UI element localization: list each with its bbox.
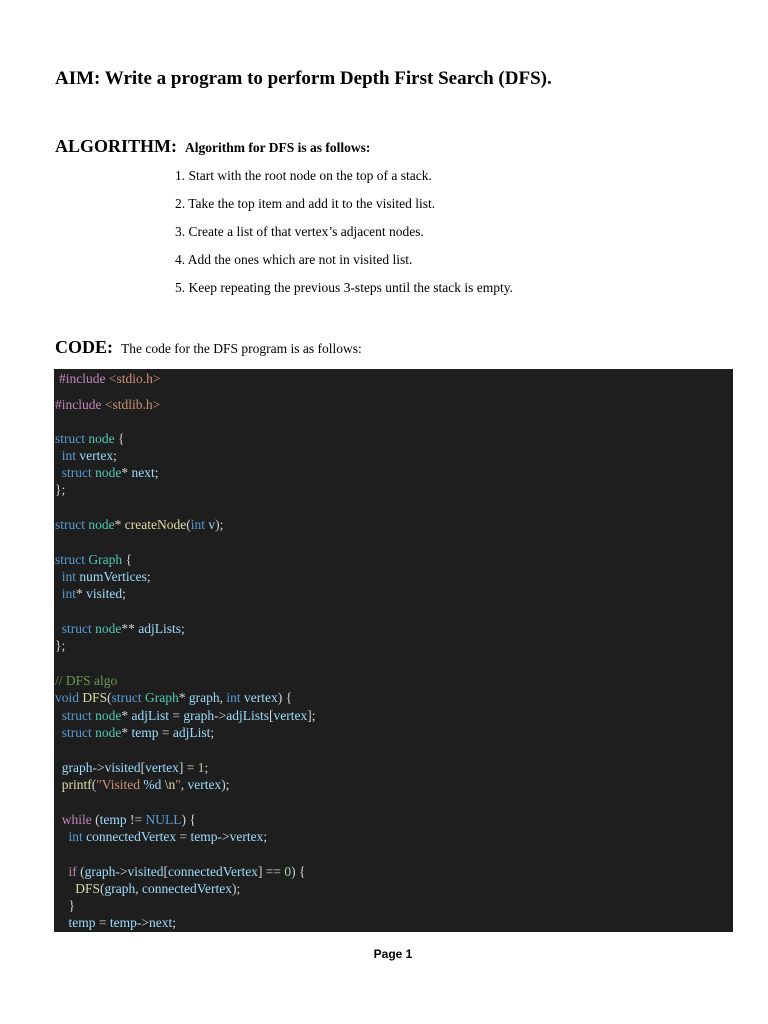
page-number: Page 1 — [373, 947, 413, 961]
code-line: struct node* adjList = graph->adjLists[vertex]; — [61, 708, 316, 723]
algorithm-heading — [55, 136, 370, 157]
code-line: }; — [55, 482, 66, 497]
code-line: graph->visited[vertex] = 1; — [61, 760, 209, 775]
code-line: int connectedVertex = temp->vertex; — [68, 829, 268, 844]
code-line: int numVertices; — [61, 569, 151, 584]
code-line: int* visited; — [61, 586, 126, 601]
code-line: struct node* next; — [61, 465, 159, 480]
code-heading — [55, 337, 362, 358]
code-line: struct Graph { — [55, 552, 132, 567]
algorithm-step: 5. Keep repeating the previous 3-steps until the stack is empty. — [175, 280, 514, 295]
algorithm-step: 1. Start with the root node on the top of a stack. — [175, 168, 432, 183]
code-block — [54, 369, 733, 932]
algorithm-description: Algorithm for DFS is as follows: — [185, 140, 371, 155]
algorithm-step: 3. Create a list of that vertex’s adjacent nodes. — [175, 224, 424, 239]
code-description: The code for the DFS program is as follows: — [121, 341, 362, 356]
page-title: AIM: Write a program to perform Depth First Search (DFS). — [55, 68, 552, 89]
code-line: }; — [55, 638, 66, 653]
code-line: struct node* createNode(int v); — [55, 517, 224, 532]
code-line: struct node** adjLists; — [61, 621, 185, 636]
code-line: while (temp != NULL) { — [61, 812, 196, 827]
code-line: } — [55, 898, 75, 913]
algorithm-steps — [175, 166, 513, 306]
code-line: struct node { — [55, 431, 125, 446]
code-line: #include <stdio.h> — [59, 371, 161, 386]
code-line: int vertex; — [61, 448, 117, 463]
code-line: struct node* temp = adjList; — [61, 725, 215, 740]
algorithm-step: 2. Take the top item and add it to the visited list. — [175, 196, 436, 211]
code-line: #include <stdlib.h> — [55, 397, 161, 412]
algorithm-step: 4. Add the ones which are not in visited list. — [175, 252, 413, 267]
code-comment: // DFS algo — [55, 673, 118, 688]
code-line: if (graph->visited[connectedVertex] == 0) { — [68, 864, 306, 879]
code-line: void DFS(struct Graph* graph, int vertex) { — [55, 690, 293, 705]
algorithm-label: ALGORITHM: — [55, 136, 178, 156]
code-line: printf("Visited %d \n", vertex); — [61, 777, 230, 792]
code-line: temp = temp->next; — [68, 915, 176, 930]
code-line: DFS(graph, connectedVertex); — [75, 881, 241, 896]
code-label: CODE: — [55, 337, 113, 357]
